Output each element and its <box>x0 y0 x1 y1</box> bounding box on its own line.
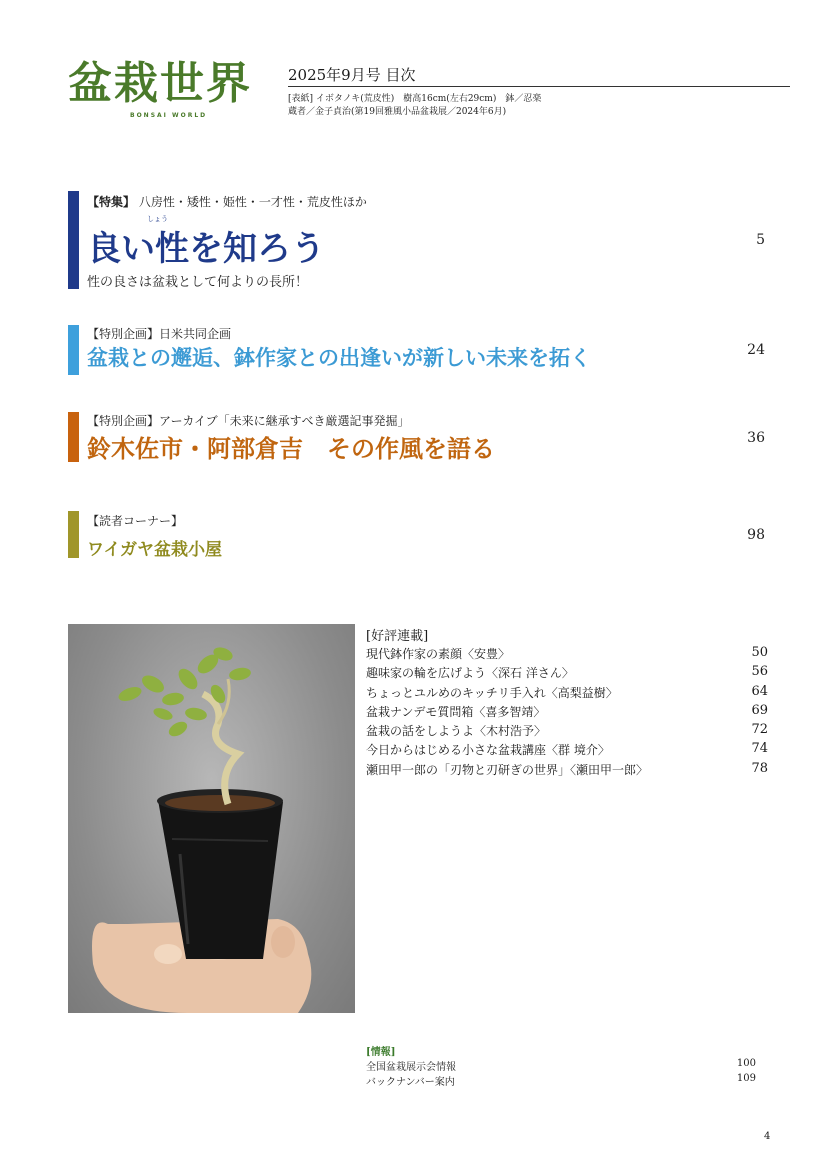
reader-page-number: 98 <box>747 527 765 543</box>
info-item[interactable] <box>366 1058 756 1073</box>
header-rule <box>288 86 790 87</box>
serial-item[interactable] <box>366 664 768 683</box>
info-title: バックナンバー案内 <box>366 1077 455 1088</box>
serial-item[interactable] <box>366 684 768 703</box>
special-kicker: 【特別企画】日米共同企画 <box>87 327 232 341</box>
serial-page: 50 <box>751 645 768 660</box>
issue-title: 2025年9月号 目次 <box>288 66 416 84</box>
feature-ruby: しょう <box>147 215 168 223</box>
special-page-number: 24 <box>747 342 765 358</box>
magazine-logo <box>68 56 274 126</box>
archive-color-bar <box>68 412 79 462</box>
reader-color-bar <box>68 511 79 558</box>
serial-title: 現代鉢作家の素顔〈安豊〉 <box>366 647 511 661</box>
serial-page: 72 <box>751 722 768 738</box>
serial-title: 瀬田甲一郎の「刃物と刃研ぎの世界」〈瀬田甲一郎〉 <box>366 762 649 777</box>
serial-item[interactable] <box>366 741 768 760</box>
feature-kicker-text: 八房性・矮性・姫性・一才性・荒皮性ほか <box>138 195 367 209</box>
serial-item[interactable] <box>366 645 768 664</box>
cover-owner: 蔵者／金子貞治(第19回雅風小品盆栽展／2024年6月) <box>288 107 507 117</box>
serial-page: 56 <box>751 664 768 680</box>
page-folio: 4 <box>764 1131 771 1142</box>
serials-list <box>366 645 768 780</box>
serials-heading: [好評連載] <box>366 629 429 644</box>
serial-item[interactable] <box>366 722 768 741</box>
serial-title: 盆栽の話をしようよ〈木村浩予〉 <box>366 724 547 739</box>
archive-headline[interactable]: 鈴木佐市・阿部倉吉 その作風を語る <box>87 435 495 463</box>
serial-page: 78 <box>751 760 768 776</box>
logo-subtitle: BONSAI WORLD <box>130 112 208 119</box>
serial-item[interactable] <box>366 703 768 722</box>
serial-title: 今日からはじめる小さな盆栽講座〈群 境介〉 <box>366 743 610 758</box>
archive-page-number: 36 <box>747 430 765 446</box>
info-page: 100 <box>736 1058 756 1069</box>
reader-kicker: 【読者コーナー】 <box>87 514 184 528</box>
info-title: 全国盆栽展示会情報 <box>366 1062 456 1073</box>
feature-headline[interactable]: 良い性を知ろう <box>87 229 325 269</box>
bonsai-photo <box>68 624 355 1013</box>
archive-kicker: 【特別企画】アーカイブ「未来に継承すべき厳選記事発掘」 <box>87 414 410 428</box>
logo-text: 盆栽世界 <box>68 58 252 109</box>
serial-title: 趣味家の輪を広げよう〈深石 洋さん〉 <box>366 666 574 681</box>
serial-page: 69 <box>751 702 768 718</box>
info-heading: [情報] <box>366 1047 396 1058</box>
feature-page-number: 5 <box>756 232 765 248</box>
serial-title: ちょっとユルめのキッチリ手入れ〈高梨益樹〉 <box>366 685 618 700</box>
info-page: 109 <box>736 1073 756 1084</box>
feature-color-bar <box>68 191 79 289</box>
serial-item[interactable] <box>366 761 768 780</box>
bonsai-illustration <box>68 624 355 1013</box>
reader-headline[interactable]: ワイガヤ盆栽小屋 <box>87 540 222 560</box>
serial-title: 盆栽ナンデモ質問箱〈喜多智靖〉 <box>366 704 546 719</box>
cover-credit: [表紙] イボタノキ(荒皮性) 樹高16cm(左右29cm) 鉢／忍楽 <box>288 94 542 104</box>
info-list <box>366 1058 756 1088</box>
serial-page: 64 <box>751 683 768 699</box>
serial-page: 74 <box>751 741 768 757</box>
feature-tag: 【特集】 <box>87 195 136 209</box>
info-item[interactable] <box>366 1073 756 1088</box>
special-headline[interactable]: 盆栽との邂逅、鉢作家との出逢いが新しい未来を拓く <box>87 346 591 370</box>
special-color-bar <box>68 325 79 375</box>
feature-subtitle: 性の良さは盆栽として何よりの長所！ <box>87 275 309 290</box>
feature-kicker <box>87 193 367 210</box>
